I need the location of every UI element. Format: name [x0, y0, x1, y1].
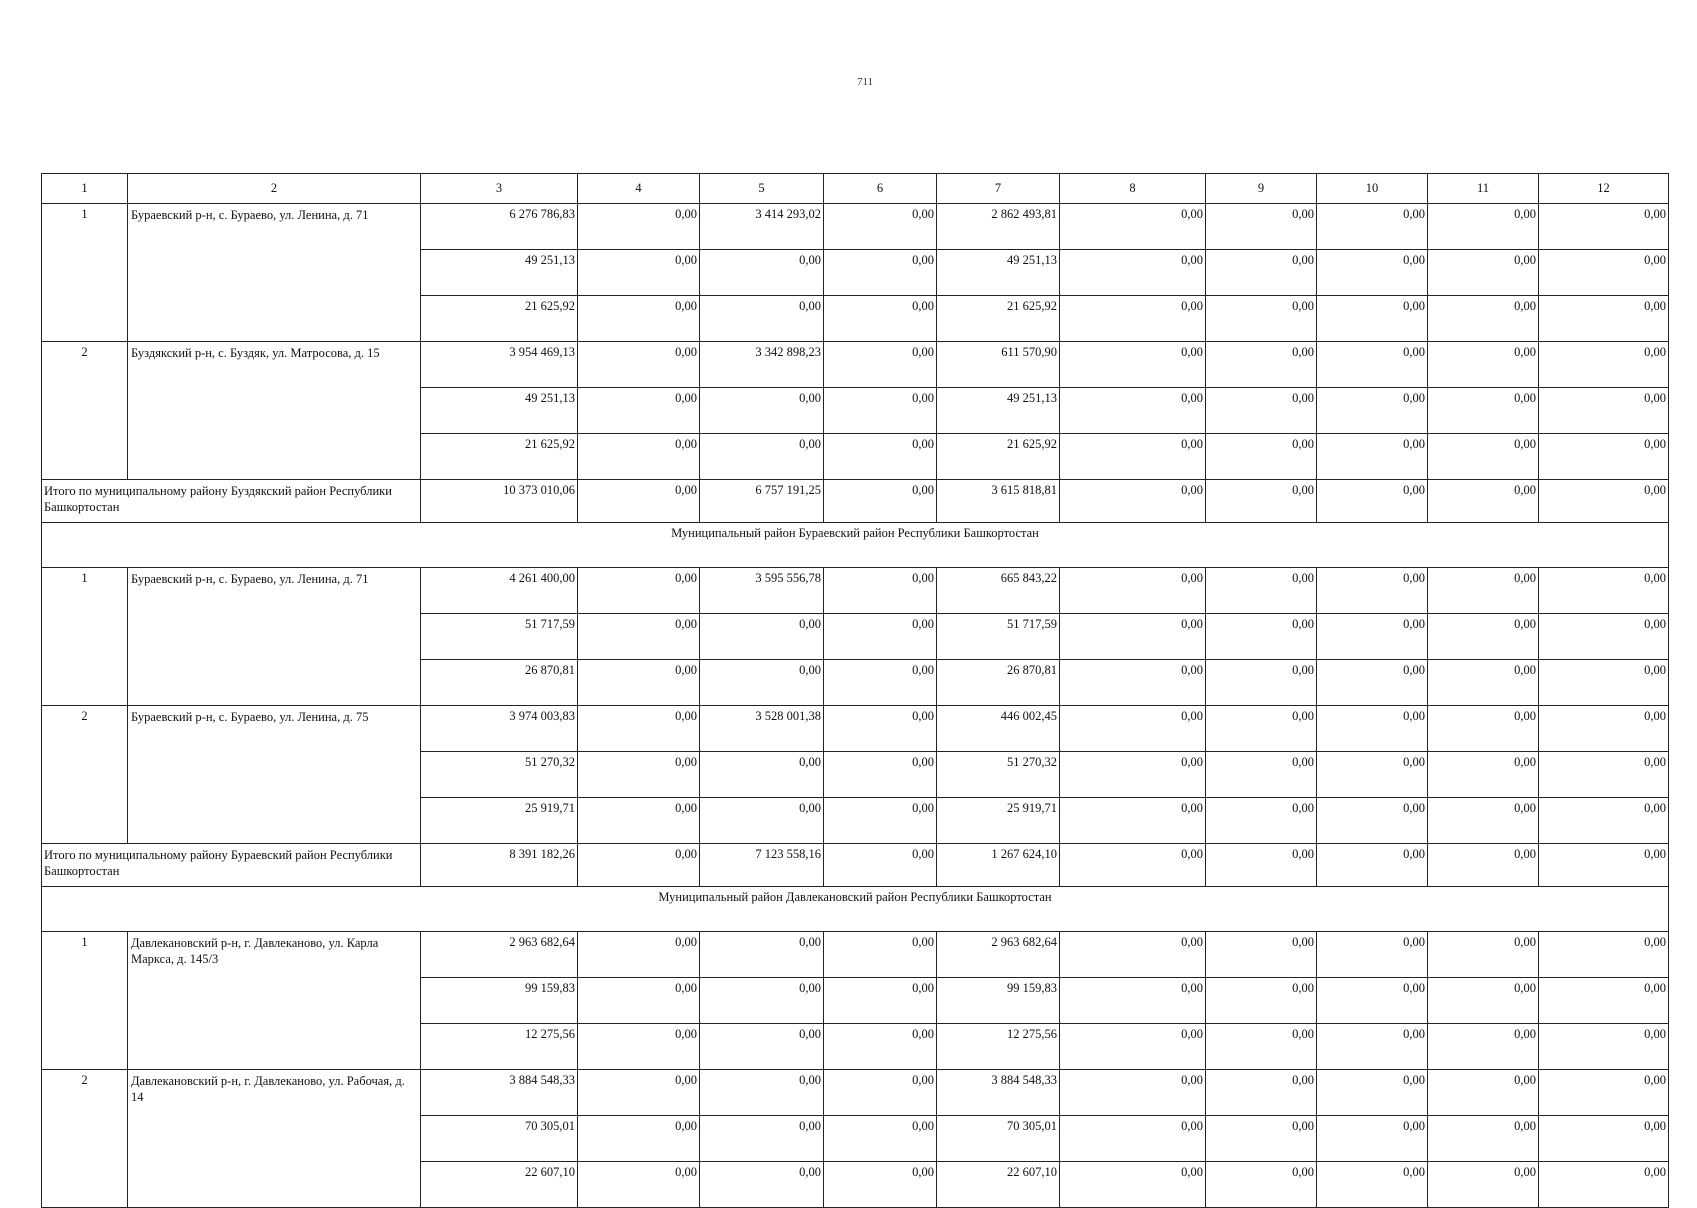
table-cell: 0,00: [824, 1116, 937, 1162]
table-cell: 0,00: [1060, 798, 1206, 844]
table-cell: 0,00: [824, 1162, 937, 1208]
table-cell: 0,00: [1317, 614, 1428, 660]
table-row: [42, 706, 1669, 752]
table-cell: 0,00: [824, 434, 937, 480]
table-cell: 0,00: [1539, 434, 1669, 480]
table-cell: 0,00: [1428, 614, 1539, 660]
table-cell: 0,00: [1317, 250, 1428, 296]
table-cell: 0,00: [1428, 434, 1539, 480]
table-cell: 0,00: [700, 1116, 824, 1162]
entry-number: 2: [42, 706, 128, 844]
table-cell: 0,00: [1539, 614, 1669, 660]
entry-address: Давлекановский р-н, г. Давлеканово, ул. Рабочая, д. 14: [128, 1070, 421, 1208]
table-cell: 51 270,32: [421, 752, 578, 798]
table-cell: 0,00: [1206, 614, 1317, 660]
table-cell: 0,00: [1539, 752, 1669, 798]
section-title: Муниципальный район Давлекановский район Республики Башкортостан: [42, 887, 1669, 932]
table-cell: 0,00: [700, 978, 824, 1024]
table-cell: 3 342 898,23: [700, 342, 824, 388]
table-cell: 0,00: [1317, 752, 1428, 798]
table-cell: 0,00: [578, 978, 700, 1024]
table-cell: 0,00: [578, 342, 700, 388]
table-cell: 0,00: [824, 798, 937, 844]
table-row: [42, 1070, 1669, 1116]
table-cell: 22 607,10: [421, 1162, 578, 1208]
table-cell: 0,00: [1539, 296, 1669, 342]
table-cell: 0,00: [1539, 388, 1669, 434]
table-cell: 3 528 001,38: [700, 706, 824, 752]
total-cell: 0,00: [578, 480, 700, 523]
table-cell: 0,00: [578, 250, 700, 296]
table-cell: 0,00: [1539, 932, 1669, 978]
total-cell: 3 615 818,81: [937, 480, 1060, 523]
table-cell: 0,00: [824, 932, 937, 978]
entry-address: Давлекановский р-н, г. Давлеканово, ул. Карла Маркса, д. 145/3: [128, 932, 421, 1070]
table-cell: 0,00: [1060, 978, 1206, 1024]
table-cell: 26 870,81: [937, 660, 1060, 706]
total-label: Итого по муниципальному району Буздякский район Республики Башкортостан: [42, 480, 421, 523]
table-cell: 0,00: [1428, 932, 1539, 978]
table-cell: 0,00: [1428, 798, 1539, 844]
table-cell: 26 870,81: [421, 660, 578, 706]
table-cell: 0,00: [1428, 1070, 1539, 1116]
entry-address: Бураевский р-н, с. Бураево, ул. Ленина, д. 75: [128, 706, 421, 844]
table-cell: 0,00: [1428, 978, 1539, 1024]
table-cell: 0,00: [1539, 1116, 1669, 1162]
table-cell: 49 251,13: [421, 388, 578, 434]
table-cell: 2 963 682,64: [421, 932, 578, 978]
table-cell: 99 159,83: [421, 978, 578, 1024]
table-cell: 0,00: [1060, 1070, 1206, 1116]
table-cell: 0,00: [1317, 1116, 1428, 1162]
table-cell: 25 919,71: [421, 798, 578, 844]
table-cell: 0,00: [824, 1024, 937, 1070]
header-row: [42, 174, 1669, 204]
data-table: [41, 173, 1669, 1208]
table-cell: 99 159,83: [937, 978, 1060, 1024]
table-cell: 0,00: [700, 388, 824, 434]
table-cell: 3 884 548,33: [937, 1070, 1060, 1116]
table-row: [42, 342, 1669, 388]
table-body: [42, 204, 1669, 1208]
table-cell: 0,00: [1539, 342, 1669, 388]
column-header: 11: [1428, 174, 1539, 204]
table-cell: 0,00: [1206, 296, 1317, 342]
table-cell: 0,00: [578, 1162, 700, 1208]
table-cell: 0,00: [824, 568, 937, 614]
table-cell: 0,00: [1428, 296, 1539, 342]
table-cell: 0,00: [1060, 932, 1206, 978]
total-cell: 0,00: [1317, 480, 1428, 523]
table-cell: 0,00: [578, 1024, 700, 1070]
table-cell: 0,00: [1317, 388, 1428, 434]
table-cell: 4 261 400,00: [421, 568, 578, 614]
table-cell: 22 607,10: [937, 1162, 1060, 1208]
total-row: [42, 480, 1669, 523]
total-label: Итого по муниципальному району Бураевский район Республики Башкортостан: [42, 844, 421, 887]
table-cell: 0,00: [578, 388, 700, 434]
total-cell: 0,00: [1206, 844, 1317, 887]
table-cell: 0,00: [824, 978, 937, 1024]
section-row: [42, 523, 1669, 568]
table-cell: 0,00: [1428, 1116, 1539, 1162]
table-cell: 0,00: [1060, 296, 1206, 342]
table-cell: 3 974 003,83: [421, 706, 578, 752]
total-cell: 6 757 191,25: [700, 480, 824, 523]
table-cell: 0,00: [1317, 204, 1428, 250]
table-cell: 0,00: [1317, 296, 1428, 342]
total-cell: 0,00: [1060, 844, 1206, 887]
table-cell: 0,00: [1206, 434, 1317, 480]
table-cell: 0,00: [1428, 250, 1539, 296]
table-cell: 0,00: [1060, 1162, 1206, 1208]
entry-number: 2: [42, 342, 128, 480]
table-cell: 0,00: [700, 932, 824, 978]
table-cell: 0,00: [1428, 1024, 1539, 1070]
table-cell: 21 625,92: [421, 296, 578, 342]
total-cell: 0,00: [824, 844, 937, 887]
table-cell: 0,00: [1539, 1070, 1669, 1116]
total-cell: 0,00: [1539, 480, 1669, 523]
table-cell: 0,00: [1206, 1024, 1317, 1070]
table-cell: 49 251,13: [937, 250, 1060, 296]
table-cell: 0,00: [700, 660, 824, 706]
table-cell: 49 251,13: [421, 250, 578, 296]
table-cell: 0,00: [1428, 1162, 1539, 1208]
table-cell: 0,00: [1317, 798, 1428, 844]
total-cell: 0,00: [578, 844, 700, 887]
table-cell: 0,00: [1317, 706, 1428, 752]
table-cell: 12 275,56: [421, 1024, 578, 1070]
entry-number: 1: [42, 204, 128, 342]
entry-address: Буздякский р-н, с. Буздяк, ул. Матросова, д. 15: [128, 342, 421, 480]
table-cell: 0,00: [700, 296, 824, 342]
table-cell: 49 251,13: [937, 388, 1060, 434]
table-cell: 0,00: [1539, 798, 1669, 844]
table-cell: 0,00: [1206, 204, 1317, 250]
column-header: 5: [700, 174, 824, 204]
table-cell: 0,00: [1317, 568, 1428, 614]
column-header: 10: [1317, 174, 1428, 204]
table-cell: 0,00: [824, 296, 937, 342]
table-row: [42, 568, 1669, 614]
total-row: [42, 844, 1669, 887]
column-header: 1: [42, 174, 128, 204]
table-cell: 0,00: [824, 614, 937, 660]
table-cell: 0,00: [1206, 388, 1317, 434]
table-row: [42, 204, 1669, 250]
section-title: Муниципальный район Бураевский район Республики Башкортостан: [42, 523, 1669, 568]
table-cell: 0,00: [1317, 1070, 1428, 1116]
table-cell: 2 862 493,81: [937, 204, 1060, 250]
table-cell: 0,00: [1428, 568, 1539, 614]
table-cell: 21 625,92: [937, 296, 1060, 342]
table-cell: 0,00: [1428, 342, 1539, 388]
column-header: 9: [1206, 174, 1317, 204]
table-cell: 0,00: [578, 204, 700, 250]
table-cell: 0,00: [1317, 932, 1428, 978]
table-cell: 0,00: [1539, 1024, 1669, 1070]
entry-number: 1: [42, 932, 128, 1070]
table-cell: 0,00: [1060, 568, 1206, 614]
page-number: 711: [856, 76, 874, 88]
table-cell: 51 717,59: [937, 614, 1060, 660]
table-cell: 0,00: [1539, 660, 1669, 706]
column-header: 2: [128, 174, 421, 204]
table-cell: 0,00: [1060, 388, 1206, 434]
table-cell: 0,00: [1428, 706, 1539, 752]
table-cell: 0,00: [1060, 660, 1206, 706]
entry-number: 2: [42, 1070, 128, 1208]
table-cell: 0,00: [578, 296, 700, 342]
table-cell: 0,00: [1206, 1162, 1317, 1208]
table-cell: 0,00: [700, 1162, 824, 1208]
table-cell: 0,00: [700, 798, 824, 844]
table-cell: 0,00: [1317, 1162, 1428, 1208]
column-header: 12: [1539, 174, 1669, 204]
column-header: 6: [824, 174, 937, 204]
table-cell: 0,00: [1060, 1116, 1206, 1162]
table-cell: 0,00: [700, 1024, 824, 1070]
table-cell: 0,00: [1428, 752, 1539, 798]
table-cell: 0,00: [1206, 568, 1317, 614]
table-cell: 0,00: [578, 1116, 700, 1162]
table-cell: 25 919,71: [937, 798, 1060, 844]
table-cell: 446 002,45: [937, 706, 1060, 752]
table-row: [42, 932, 1669, 978]
table-cell: 665 843,22: [937, 568, 1060, 614]
table-cell: 0,00: [824, 388, 937, 434]
column-header: 7: [937, 174, 1060, 204]
table-cell: 0,00: [1060, 434, 1206, 480]
table-cell: 3 954 469,13: [421, 342, 578, 388]
table-cell: 0,00: [1060, 204, 1206, 250]
total-cell: 0,00: [1539, 844, 1669, 887]
column-header: 4: [578, 174, 700, 204]
table-cell: 0,00: [1206, 932, 1317, 978]
table-cell: 0,00: [1539, 706, 1669, 752]
table-cell: 0,00: [824, 660, 937, 706]
table-cell: 0,00: [578, 434, 700, 480]
table-cell: 0,00: [578, 614, 700, 660]
table-cell: 0,00: [1539, 250, 1669, 296]
table-cell: 51 717,59: [421, 614, 578, 660]
total-cell: 0,00: [1317, 844, 1428, 887]
table-cell: 0,00: [1206, 706, 1317, 752]
table-cell: 0,00: [824, 1070, 937, 1116]
table-cell: 0,00: [578, 1070, 700, 1116]
table-cell: 0,00: [1539, 978, 1669, 1024]
table-cell: 2 963 682,64: [937, 932, 1060, 978]
table-cell: 0,00: [578, 568, 700, 614]
table-cell: 0,00: [1206, 978, 1317, 1024]
table-cell: 0,00: [1060, 614, 1206, 660]
table-cell: 70 305,01: [937, 1116, 1060, 1162]
table-cell: 0,00: [1317, 1024, 1428, 1070]
total-cell: 1 267 624,10: [937, 844, 1060, 887]
table-cell: 0,00: [1317, 342, 1428, 388]
table-cell: 0,00: [1428, 660, 1539, 706]
table-cell: 51 270,32: [937, 752, 1060, 798]
table-cell: 0,00: [1539, 1162, 1669, 1208]
table-cell: 0,00: [578, 706, 700, 752]
table-cell: 0,00: [1060, 342, 1206, 388]
table-cell: 0,00: [1317, 660, 1428, 706]
section-row: [42, 887, 1669, 932]
table-cell: 0,00: [578, 932, 700, 978]
table-cell: 0,00: [1428, 204, 1539, 250]
total-cell: 0,00: [824, 480, 937, 523]
table-cell: 0,00: [1060, 752, 1206, 798]
table-cell: 0,00: [700, 614, 824, 660]
table-cell: 0,00: [1206, 660, 1317, 706]
entry-number: 1: [42, 568, 128, 706]
table-cell: 0,00: [1428, 388, 1539, 434]
table-cell: 611 570,90: [937, 342, 1060, 388]
total-cell: 0,00: [1060, 480, 1206, 523]
table-cell: 3 884 548,33: [421, 1070, 578, 1116]
column-header: 3: [421, 174, 578, 204]
table-cell: 21 625,92: [937, 434, 1060, 480]
total-cell: 8 391 182,26: [421, 844, 578, 887]
table-cell: 0,00: [1317, 978, 1428, 1024]
total-cell: 0,00: [1428, 480, 1539, 523]
table-cell: 3 595 556,78: [700, 568, 824, 614]
table-cell: 0,00: [1060, 706, 1206, 752]
table-cell: 6 276 786,83: [421, 204, 578, 250]
table-cell: 0,00: [1206, 342, 1317, 388]
entry-address: Бураевский р-н, с. Бураево, ул. Ленина, д. 71: [128, 204, 421, 342]
total-cell: 10 373 010,06: [421, 480, 578, 523]
table-cell: 0,00: [1539, 204, 1669, 250]
table-cell: 0,00: [824, 204, 937, 250]
table-cell: 0,00: [824, 342, 937, 388]
total-cell: 0,00: [1206, 480, 1317, 523]
column-header: 8: [1060, 174, 1206, 204]
table-cell: 0,00: [578, 660, 700, 706]
table-cell: 0,00: [1060, 250, 1206, 296]
table-cell: 0,00: [1206, 1116, 1317, 1162]
table-cell: 0,00: [1206, 1070, 1317, 1116]
table-cell: 0,00: [1206, 798, 1317, 844]
table-cell: 3 414 293,02: [700, 204, 824, 250]
table-cell: 0,00: [700, 250, 824, 296]
table-cell: 0,00: [1206, 752, 1317, 798]
table-cell: 21 625,92: [421, 434, 578, 480]
table-cell: 0,00: [1317, 434, 1428, 480]
table-cell: 70 305,01: [421, 1116, 578, 1162]
table-cell: 0,00: [1060, 1024, 1206, 1070]
table-cell: 0,00: [578, 798, 700, 844]
table-cell: 0,00: [824, 250, 937, 296]
total-cell: 0,00: [1428, 844, 1539, 887]
table-cell: 0,00: [700, 752, 824, 798]
table-cell: 0,00: [700, 434, 824, 480]
table-cell: 0,00: [824, 752, 937, 798]
total-cell: 7 123 558,16: [700, 844, 824, 887]
table-cell: 0,00: [1539, 568, 1669, 614]
entry-address: Бураевский р-н, с. Бураево, ул. Ленина, д. 71: [128, 568, 421, 706]
table-cell: 12 275,56: [937, 1024, 1060, 1070]
table-cell: 0,00: [700, 1070, 824, 1116]
table-cell: 0,00: [824, 706, 937, 752]
table-cell: 0,00: [578, 752, 700, 798]
table-cell: 0,00: [1206, 250, 1317, 296]
